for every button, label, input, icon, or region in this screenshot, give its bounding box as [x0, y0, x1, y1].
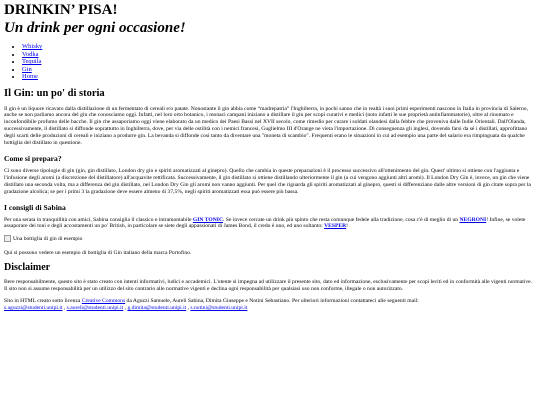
- gin-bottle-image: [4, 235, 536, 242]
- broken-image-icon: [4, 235, 11, 242]
- nav-link-gin[interactable]: Gin: [22, 65, 32, 73]
- nav-item-tequila: [22, 58, 536, 66]
- nav-item-vodka: [22, 51, 536, 59]
- nav-link-home[interactable]: Home: [22, 73, 38, 80]
- email-separator: ,: [123, 305, 128, 311]
- email-link-aguzzi[interactable]: s.aguzzi@studenti.unipi.it: [4, 305, 63, 311]
- nav-link-whisky[interactable]: Whisky: [22, 43, 43, 50]
- email-separator: ,: [186, 305, 191, 311]
- email-link-dimita[interactable]: g.dimita@studenti.unipi.it: [127, 305, 187, 311]
- creative-commons-link[interactable]: Creative Commons: [81, 298, 126, 305]
- prep-heading: Come si prepara?: [4, 153, 62, 163]
- tips-text: Per una serata in tranquillità con amici, Sabina consiglia il classico e intramontabile: [4, 216, 193, 223]
- disclaimer-paragraph: Bere responsabilmente, questo sito è stato creato con intenti informativi, ludici e accademici. L'utente si impegna ad utilizzare il presente sito, dato ed informazione, esclusivamente per scopi leciti ed in conformità alle vigenti normative. Il sito non si assume responsabilità per un utilizzo del sito contrario alle normative vigenti e declina ogni responsabilità per qualsiasi uso non conforme, illegale o non autorizzato.: [4, 279, 533, 293]
- nav-item-whisky: [22, 43, 536, 51]
- gin-tonic-link[interactable]: GIN TONIC: [192, 216, 223, 223]
- nav-item-gin: [22, 66, 536, 74]
- disclaimer-title: Disclaimer: [4, 262, 51, 274]
- tips-text: ! Infine, se volete assaporare dei toni e degli accostamenti un po' British, in particolare se siete degli appassionati di James Bond, il credo è uno, ed uno soltanto:: [4, 216, 526, 230]
- license-text: da Aguzzi Samuele, Aureli Sabina, Dimita Giuseppe e Notini Sebastiano. Per ulteriori informazioni contattateci alle seguenti mail:: [125, 298, 419, 305]
- negroni-link[interactable]: NEGRONI: [459, 216, 487, 223]
- email-link-aureli[interactable]: s.aureli@studenti.unipi.it: [66, 305, 124, 311]
- site-subtitle: Un drink per ogni occasione!: [4, 20, 186, 36]
- nav-item-home: [22, 73, 536, 81]
- vesper-link[interactable]: VESPER: [324, 223, 347, 230]
- tips-text: . Se invece cercate un drink più spinto che resta comunque fedele alla tradizione, cosa c'è di meglio di un: [223, 216, 460, 223]
- tips-heading: I consigli di Sabina: [4, 202, 66, 212]
- image-alt-text: Una bottiglia di gin di esempio: [13, 235, 83, 242]
- prep-paragraph: Ci sono diverse tipologie di gin (gin, gin distillato, London dry gin e spiriti aromatizzati al ginepro). Quello che cambia in queste preparazioni è il processo successivo all'ottenimento del gin. Quest' ultimo si ottiene con l'aggiunta e l'infusione degli aromi (a discrezione del distillatore) all'acquavite rettificata. Successivamente, il gin distillato si ottiene distillando ulteriormente il gin (a cui vengono aggiunti altri aromi). Il London Dry Gin è, invece, un gin che viene distillato una seconda volta, ma a differenza del gin distillato, nel London Dry Gin gli aromi non vanno aggiunti. Per quel che riguarda gli spiriti aromatizzati al ginepro, questi si differenziano dalle altre versioni di gin citate sopra per la gradazione alcolica; se per i primi 3 la gradazione deve essere almeno di 37,5%, negli spiriti aromatizzati essa può essere più bassa.: [4, 167, 531, 195]
- nav-menu: [4, 43, 536, 81]
- tips-text: !: [346, 223, 349, 230]
- nav-link-vodka[interactable]: Vodka: [22, 50, 39, 58]
- license-text: Sito in HTML creato sotto licenza: [4, 298, 82, 305]
- site-title: DRINKIN’ PISA!: [4, 2, 118, 18]
- history-paragraph: Il gin è un liquore ricavato dalla distillazione di un fermentato di cereali e/o patate. Nonostante il gin abbia come “madrepatria” l'Inghilterra, in pochi sanno che in realtà i suoi primi esperimenti nascono in Italia in provincia di Salerno, anche se non parliamo ancora del gin che conosciamo oggi. Infatti, nel loro orto botanico, i monaci campani iniziano a distillare il gin per scopi curativi e medici (noto infatti le sue proprietà antinfiammatorie), oltre al rinomato e inconfondibile profumo delle bacche. Il gin che assaporiamo oggi viene elaborato da un medico dei Paesi Bassi nel XVII secolo, come rimedio per curare i soldati olandesi dalla febbre che proveniva dalle Indie Orientali. Dall'Olanda, successivamente, il distillato si diffonde soprattutto in Inghilterra, dove, per via delle ostilità con i nemici francesi, Guglielmo III d'Orange ne vieta l'importazione. Di conseguenza gli inglesi, dovendo farsi da sé i distillati, approfittano degli scarti delle produzioni di cereali e iniziano a produrre gin. La bevanda si diffonde così tanto da diventare una "moneta di scambio". Frequenti erano le situazioni in cui ad esempio una parte del salario era rimpinguata da qualche bottiglia del distillato in questione.: [4, 105, 529, 147]
- email-separator: ,: [62, 305, 67, 311]
- email-link-notini[interactable]: s.notini@studenti.unipi.it: [190, 305, 248, 311]
- license-paragraph: [4, 298, 536, 312]
- image-caption: Qui si possono vedere un esempio di bottiglia di Gin italiano della marca Portofino.: [4, 250, 192, 257]
- nav-link-tequila[interactable]: Tequila: [22, 58, 42, 65]
- page-title: Il Gin: un po' di storia: [4, 87, 105, 99]
- tips-paragraph: [4, 217, 536, 231]
